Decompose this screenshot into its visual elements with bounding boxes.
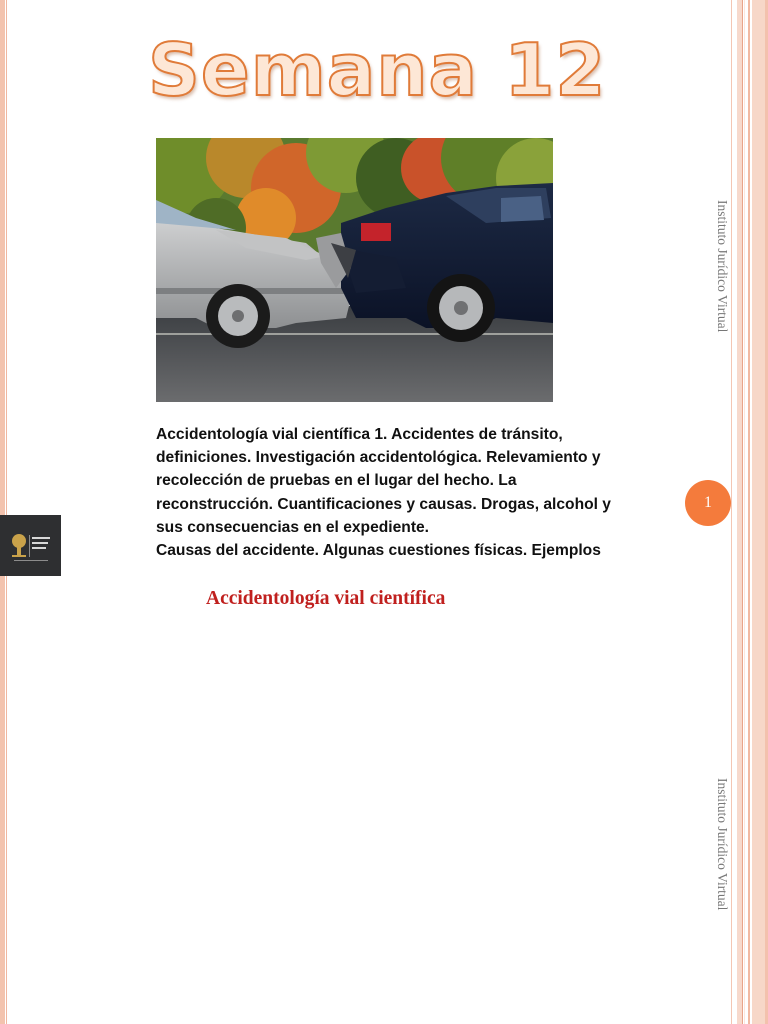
side-label-bottom: Instituto Jurídico Virtual: [715, 778, 730, 911]
description: [156, 423, 646, 562]
right-border-line: [742, 0, 743, 1024]
car-crash-photo: [156, 138, 553, 402]
description-line: sus consecuencias en el expediente.: [156, 518, 430, 536]
left-border: [0, 0, 5, 1024]
section-subtitle: Accidentología vial científica: [206, 588, 446, 609]
description-line: recolección de pruebas en el lugar del hecho. La: [156, 472, 517, 490]
description-line: definiciones. Investigación accidentológica. Relevamiento y: [156, 449, 601, 467]
page-number-badge: 1: [685, 480, 731, 526]
right-border-line: [744, 0, 745, 1024]
description-line: Causas del accidente. Algunas cuestiones físicas. Ejemplos: [156, 542, 601, 560]
description-line: reconstrucción. Cuantificaciones y causas. Drogas, alcohol y: [156, 495, 611, 513]
description-line: Accidentología vial científica 1. Accidentes de tránsito,: [156, 426, 563, 443]
side-label-top: Instituto Jurídico Virtual: [715, 200, 730, 333]
page-title: Semana 12: [148, 28, 607, 112]
right-border-line: [731, 0, 732, 1024]
institute-logo-icon: [0, 515, 61, 576]
institute-logo: [0, 515, 61, 576]
left-border-line: [6, 0, 7, 1024]
right-border-line: [748, 0, 750, 1024]
